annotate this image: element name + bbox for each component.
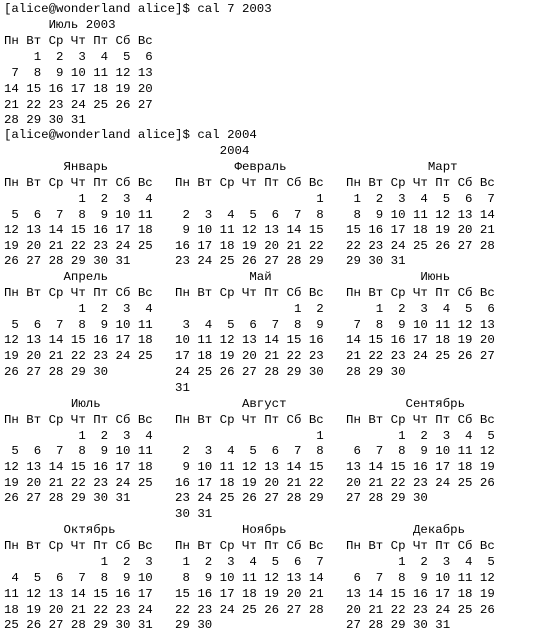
calendar-row: 18 19 20 21 22 23 24 22 23 24 25 26 27 28 20 21 22 23 24 25 26 <box>4 603 495 617</box>
calendar-row: 28 29 30 31 <box>4 113 86 127</box>
calendar-row: 1 2 3 4 1 2 1 2 3 4 5 6 <box>4 302 495 316</box>
weekday-header: Пн Вт Ср Чт Пт Сб Вс <box>4 34 153 48</box>
calendar-row: 11 12 13 14 15 16 17 15 16 17 18 19 20 21 13 14 15 16 17 18 19 <box>4 587 495 601</box>
calendar-row: 26 27 28 29 30 31 23 24 25 26 27 28 29 27 28 29 30 <box>4 491 428 505</box>
calendar-row: 12 13 14 15 16 17 18 10 11 12 13 14 15 16 14 15 16 17 18 19 20 <box>4 333 495 347</box>
prompt-line-cal-2004: [alice@wonderland alice]$ cal 2004 <box>4 128 257 142</box>
month-titles-q4: Октябрь Ноябрь Декабрь <box>4 523 466 537</box>
calendar-row: 30 31 <box>4 507 213 521</box>
calendar-row: 26 27 28 29 30 31 23 24 25 26 27 28 29 29 30 31 <box>4 254 406 268</box>
weekday-header: Пн Вт Ср Чт Пт Сб Вс Пн Вт Ср Чт Пт Сб Вс Пн Вт Ср Чт Пт Сб Вс <box>4 176 495 190</box>
calendar-row: 31 <box>4 381 190 395</box>
calendar-row: 1 2 3 4 1 1 2 3 4 5 <box>4 429 495 443</box>
calendar-row: 14 15 16 17 18 19 20 <box>4 82 153 96</box>
year-title-2004: 2004 <box>4 144 250 158</box>
calendar-row: 26 27 28 29 30 24 25 26 27 28 29 30 28 29 30 <box>4 365 406 379</box>
month-titles-q3: Июль Август Сентябрь <box>4 397 466 411</box>
month-titles-q1: Январь Февраль Март <box>4 160 458 174</box>
calendar-row: 1 2 3 4 1 1 2 3 4 5 6 7 <box>4 192 495 206</box>
calendar-row: 21 22 23 24 25 26 27 <box>4 98 153 112</box>
calendar-row: 19 20 21 22 23 24 25 16 17 18 19 20 21 22 20 21 22 23 24 25 26 <box>4 476 495 490</box>
calendar-row: 1 2 3 4 5 6 <box>4 50 153 64</box>
calendar-row: 5 6 7 8 9 10 11 3 4 5 6 7 8 9 7 8 9 10 11 12 13 <box>4 318 495 332</box>
month-title-july-2003: Июль 2003 <box>4 18 116 32</box>
weekday-header: Пн Вт Ср Чт Пт Сб Вс Пн Вт Ср Чт Пт Сб Вс Пн Вт Ср Чт Пт Сб Вс <box>4 413 495 427</box>
month-titles-q2: Апрель Май Июнь <box>4 270 451 284</box>
calendar-row: 5 6 7 8 9 10 11 2 3 4 5 6 7 8 8 9 10 11 12 13 14 <box>4 208 495 222</box>
calendar-row: 1 2 3 1 2 3 4 5 6 7 1 2 3 4 5 <box>4 555 495 569</box>
calendar-row: 19 20 21 22 23 24 25 16 17 18 19 20 21 22 22 23 24 25 26 27 28 <box>4 239 495 253</box>
weekday-header: Пн Вт Ср Чт Пт Сб Вс Пн Вт Ср Чт Пт Сб Вс Пн Вт Ср Чт Пт Сб Вс <box>4 286 495 300</box>
calendar-row: 5 6 7 8 9 10 11 2 3 4 5 6 7 8 6 7 8 9 10 11 12 <box>4 444 495 458</box>
prompt-line-cal-7-2003: [alice@wonderland alice]$ cal 7 2003 <box>4 2 272 16</box>
calendar-row: 7 8 9 10 11 12 13 <box>4 66 153 80</box>
weekday-header: Пн Вт Ср Чт Пт Сб Вс Пн Вт Ср Чт Пт Сб Вс Пн Вт Ср Чт Пт Сб Вс <box>4 539 495 553</box>
calendar-row: 12 13 14 15 16 17 18 9 10 11 12 13 14 15 15 16 17 18 19 20 21 <box>4 223 495 237</box>
calendar-row: 12 13 14 15 16 17 18 9 10 11 12 13 14 15 13 14 15 16 17 18 19 <box>4 460 495 474</box>
calendar-row: 4 5 6 7 8 9 10 8 9 10 11 12 13 14 6 7 8 9 10 11 12 <box>4 571 495 585</box>
calendar-row: 19 20 21 22 23 24 25 17 18 19 20 21 22 23 21 22 23 24 25 26 27 <box>4 349 495 363</box>
calendar-row: 25 26 27 28 29 30 31 29 30 27 28 29 30 31 <box>4 618 451 632</box>
